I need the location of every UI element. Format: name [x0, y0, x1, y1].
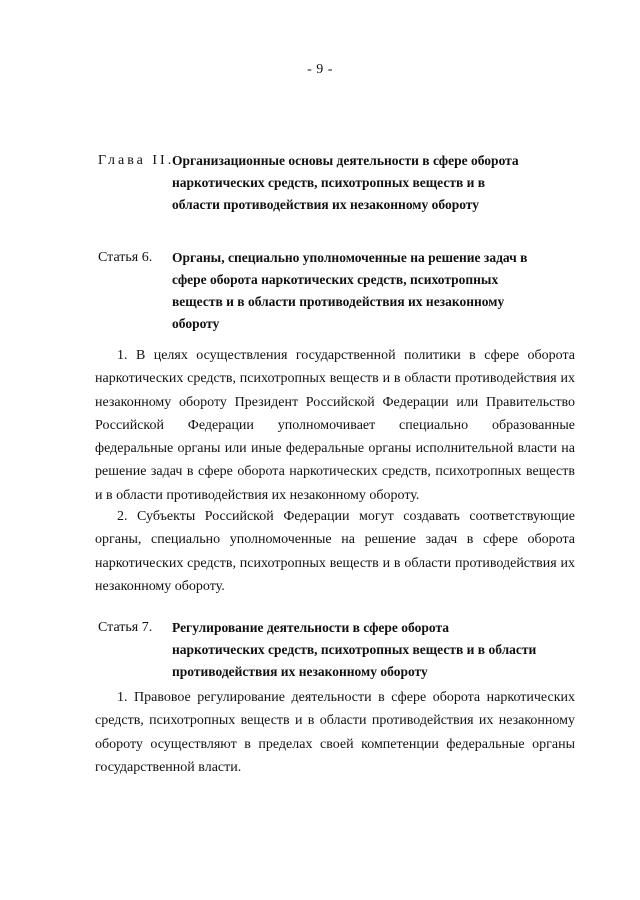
article-6-paragraph-2: 2. Субъекты Российской Федерации могут создавать соответствующие органы, специально уполномоченные на решение задач в сфере оборота наркотических средств, психотропных веществ и в области противодействия их незаконному обороту. [95, 509, 575, 594]
chapter-label: Глава II. [98, 153, 175, 168]
article-6-title-line: сфере оборота наркотических средств, психотропных [172, 272, 499, 287]
page-number: - 9 - [307, 62, 333, 77]
article-6-title-line: веществ и в области противодействия их незаконному [172, 294, 505, 309]
article-6-title-line: обороту [172, 316, 220, 331]
chapter-title [172, 150, 562, 216]
article-6-label: Статья 6. [98, 250, 153, 265]
chapter-title-line: области противодействия их незаконному обороту [172, 197, 479, 212]
chapter-title-line: наркотических средств, психотропных веществ и в [172, 175, 486, 190]
chapter-title-line: Организационные основы деятельности в сфере оборота [172, 153, 519, 168]
article-7-title-line: противодействия их незаконному обороту [172, 664, 428, 679]
article-6-title [172, 247, 562, 335]
article-7-paragraph-1: 1. Правовое регулирование деятельности в сфере оборота наркотических средств, психотропных веществ и в области противодействия их незаконному обороту осуществляют в пределах своей компетенции федеральные органы государственной власти. [95, 690, 575, 775]
article-7-title-line: Регулирование деятельности в сфере оборота [172, 620, 449, 635]
article-7-title [172, 617, 562, 683]
article-7-label: Статья 7. [98, 620, 153, 635]
article-6-title-line: Органы, специально уполномоченные на решение задач в [172, 250, 528, 265]
article-7-title-line: наркотических средств, психотропных веществ и в области [172, 642, 537, 657]
article-6-paragraph-1: 1. В целях осуществления государственной политики в сфере оборота наркотических средств, психотропных веществ и в области противодействия их незаконному обороту Президент Российской Федерации или Правительство Российской Федерации уполномочивает специально образованные федеральные органы или иные федеральные органы исполнительной власти на решение задач в сфере оборота наркотических средств, психотропных веществ и в области противодействия их незаконному обороту. [95, 348, 575, 503]
